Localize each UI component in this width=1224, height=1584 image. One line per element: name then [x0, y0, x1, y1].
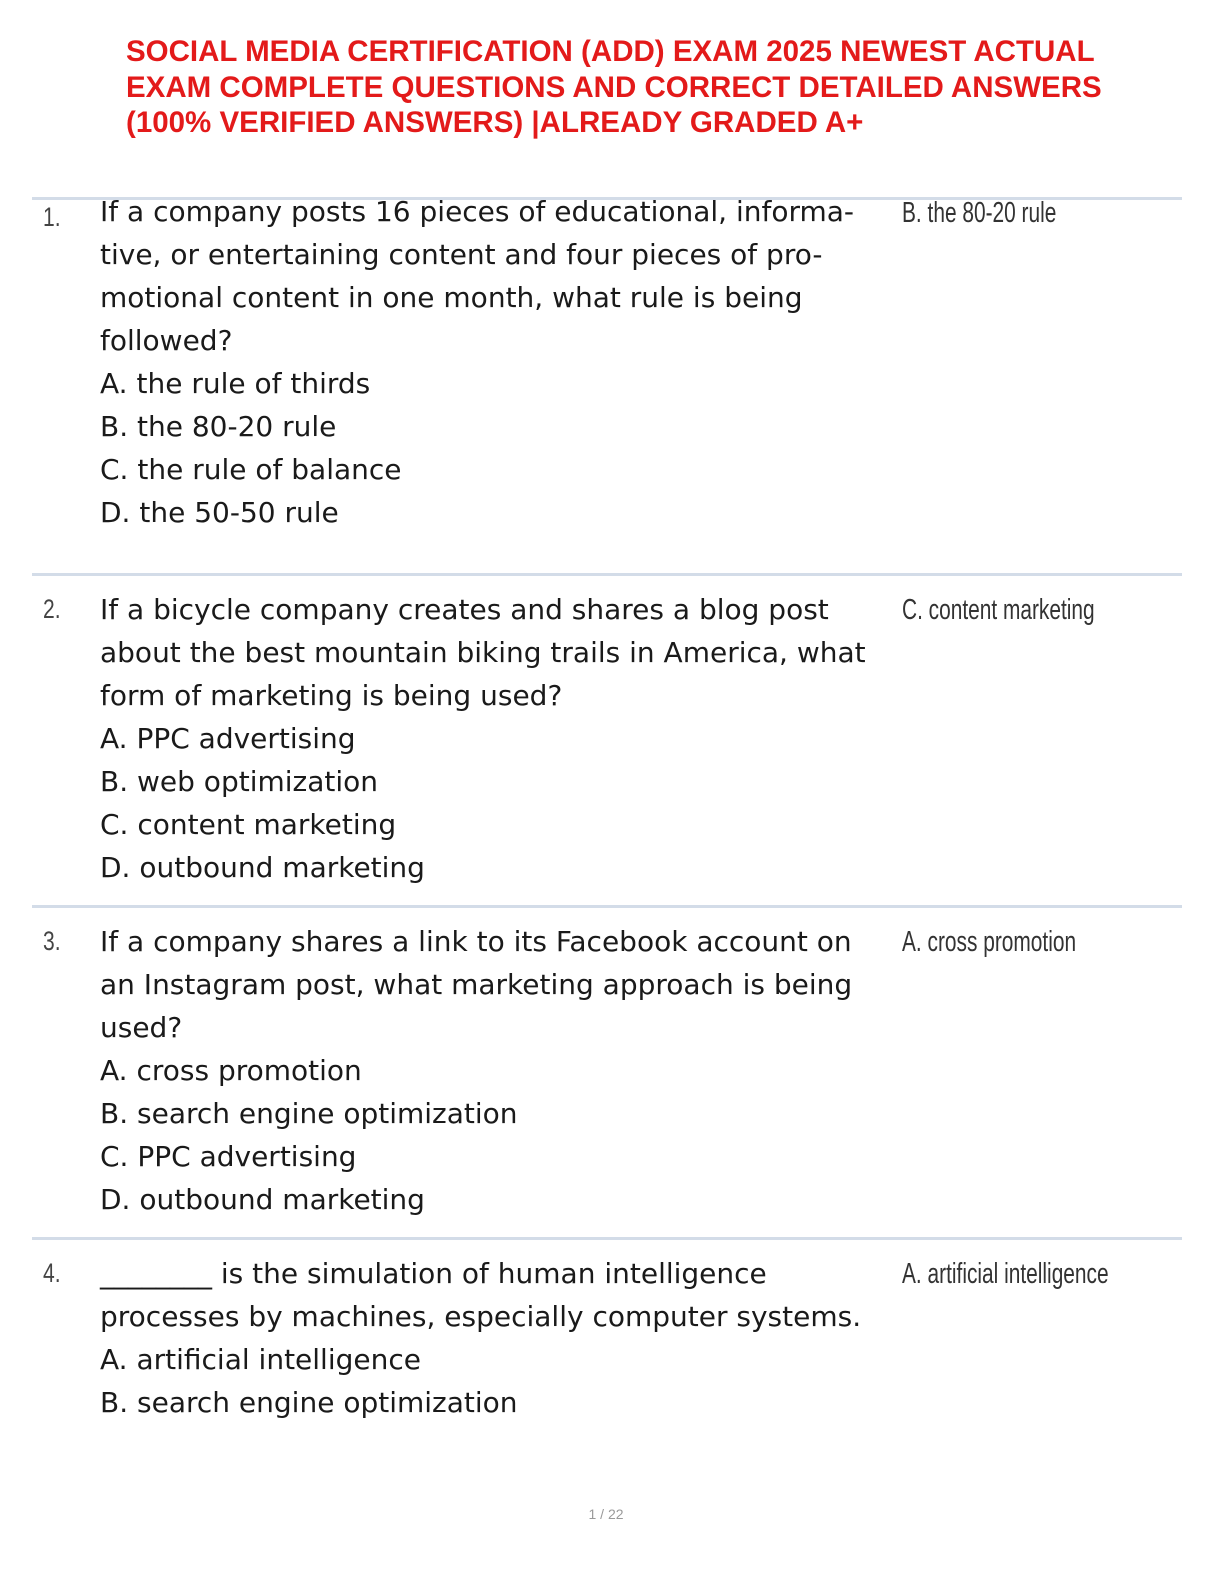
question-text-line: If a bicycle company creates and shares a blog post [100, 593, 829, 626]
question-3 [32, 905, 1182, 1241]
document-title [126, 34, 1186, 141]
option-b: B. web optimization [100, 765, 379, 798]
question-text-line: motional content in one month, what rule is being [100, 281, 803, 314]
option-c: C. the rule of balance [100, 453, 402, 486]
title-line: (100% VERIFIED ANSWERS) |ALREADY GRADED A+ [126, 106, 864, 139]
question-number: 4. [43, 1258, 61, 1288]
option-b: B. search engine optimization [100, 1386, 518, 1419]
question-text-line: an Instagram post, what marketing approach is being [100, 968, 853, 1001]
option-a: A. artificial intelligence [100, 1343, 421, 1376]
question-4 [32, 1237, 1182, 1440]
option-b: B. search engine optimization [100, 1097, 518, 1130]
option-d: D. outbound marketing [100, 1183, 425, 1216]
question-text-line: used? [100, 1011, 183, 1044]
question-body [100, 190, 900, 534]
question-1 [32, 197, 1182, 578]
option-c: C. PPC advertising [100, 1140, 357, 1173]
option-b: B. the 80-20 rule [100, 410, 337, 443]
title-line: SOCIAL MEDIA CERTIFICATION (ADD) EXAM 2025 NEWEST ACTUAL [126, 35, 1095, 68]
page-number: 1 / 22 [588, 1506, 624, 1522]
question-text-line: processes by machines, especially computer systems. [100, 1300, 862, 1333]
question-number: 3. [43, 926, 61, 956]
option-d: D. outbound marketing [100, 851, 425, 884]
question-text-line: about the best mountain biking trails in America, what [100, 636, 866, 669]
question-text-line: If a company posts 16 pieces of educational, informa- [100, 195, 855, 228]
option-c: C. content marketing [100, 808, 397, 841]
question-text-line: ________ is the simulation of human intelligence [100, 1257, 767, 1290]
question-body [100, 588, 900, 889]
correct-answer: A. cross promotion [902, 926, 1077, 958]
question-text-line: form of marketing is being used? [100, 679, 563, 712]
title-line: EXAM COMPLETE QUESTIONS AND CORRECT DETAILED ANSWERS [126, 70, 1102, 104]
correct-answer: A. artificial intelligence [902, 1258, 1109, 1290]
correct-answer: C. content marketing [902, 594, 1095, 626]
question-number: 1. [43, 202, 61, 232]
question-number: 2. [43, 594, 61, 624]
question-body [100, 920, 900, 1221]
option-a: A. PPC advertising [100, 722, 356, 755]
question-text-line: If a company shares a link to its Facebook account on [100, 925, 852, 958]
option-d: D. the 50-50 rule [100, 496, 339, 529]
question-text-line: followed? [100, 324, 233, 357]
correct-answer: B. the 80-20 rule [902, 197, 1057, 229]
option-a: A. the rule of thirds [100, 367, 371, 400]
question-text-line: tive, or entertaining content and four pieces of pro- [100, 238, 823, 271]
question-2 [32, 573, 1182, 909]
question-body [100, 1252, 900, 1424]
option-a: A. cross promotion [100, 1054, 362, 1087]
